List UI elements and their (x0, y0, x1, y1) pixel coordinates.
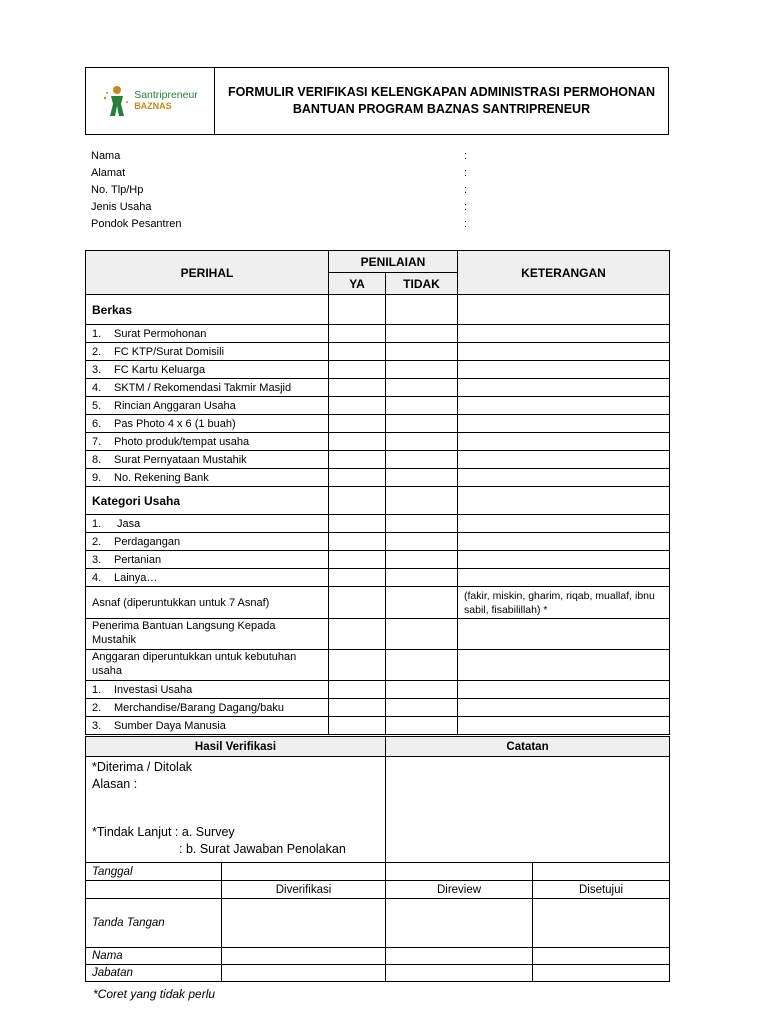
kategori-item (86, 515, 329, 533)
table-row (86, 587, 670, 619)
item-num: 8. (92, 453, 102, 466)
keterangan-cell[interactable] (458, 533, 670, 551)
penilaian-header: PENILAIAN (329, 251, 458, 273)
catatan-header: Catatan (386, 737, 670, 757)
keterangan-header: KETERANGAN (458, 251, 670, 295)
item-num: 1. (92, 327, 102, 340)
nama-label: Nama (86, 948, 222, 965)
item-label: SKTM / Rekomendasi Takmir Masjid (114, 381, 292, 394)
nama-cell[interactable] (533, 948, 670, 965)
ya-cell[interactable] (329, 717, 386, 735)
tidak-cell[interactable] (386, 397, 458, 415)
diverifikasi-label: Diverifikasi (222, 881, 386, 899)
info-label: No. Tlp/Hp (91, 184, 144, 196)
diterima-ditolak: *Diterima / Ditolak (92, 760, 193, 774)
item-num: 2. (92, 345, 102, 358)
jabatan-cell[interactable] (222, 965, 386, 982)
asnaf-note: (fakir, miskin, gharim, riqab, muallaf, ibnu sabil, fisabilillah) * (458, 587, 670, 619)
item-num: 2. (92, 535, 102, 548)
info-row-nama (91, 150, 491, 167)
santri-figure-icon (102, 84, 130, 118)
keterangan-cell[interactable] (458, 397, 670, 415)
item-label: Surat Permohonan (114, 327, 207, 340)
item-label: Sumber Daya Manusia (114, 719, 226, 732)
tidak-cell[interactable] (386, 361, 458, 379)
item-num: 4. (92, 571, 102, 584)
berkas-item (86, 325, 329, 343)
item-num: 3. (92, 363, 102, 376)
table-row (86, 717, 670, 735)
tidak-cell[interactable] (386, 681, 458, 699)
info-colon: : (464, 167, 468, 179)
ya-cell[interactable] (329, 433, 386, 451)
keterangan-cell[interactable] (458, 717, 670, 735)
table-row (86, 619, 670, 650)
ya-cell[interactable] (329, 650, 386, 681)
tindak-lanjut-b: : b. Surat Jawaban Penolakan (179, 842, 346, 856)
keterangan-cell[interactable] (458, 469, 670, 487)
ya-cell[interactable] (329, 379, 386, 397)
info-row-telepon (91, 184, 491, 201)
keterangan-cell[interactable] (458, 619, 670, 650)
berkas-item (86, 433, 329, 451)
nama-cell[interactable] (386, 948, 533, 965)
tidak-cell[interactable] (386, 487, 458, 515)
item-label: FC Kartu Keluarga (114, 363, 206, 376)
tidak-cell[interactable] (386, 619, 458, 650)
ya-cell[interactable] (329, 361, 386, 379)
table-row (86, 397, 670, 415)
catatan-body[interactable] (386, 757, 670, 863)
tidak-cell[interactable] (386, 325, 458, 343)
ya-cell[interactable] (329, 487, 386, 515)
item-num: 9. (92, 471, 102, 484)
form-header (85, 67, 669, 135)
keterangan-cell[interactable] (458, 451, 670, 469)
tanggal-label: Tanggal (86, 863, 222, 881)
form-title (215, 68, 668, 134)
alasan-label: Alasan : (92, 777, 138, 791)
item-label: Pas Photo 4 x 6 (1 buah) (114, 417, 236, 430)
nama-cell[interactable] (222, 948, 386, 965)
signature-cell[interactable] (533, 899, 670, 948)
applicant-info (91, 150, 491, 235)
keterangan-cell[interactable] (458, 361, 670, 379)
tidak-cell[interactable] (386, 515, 458, 533)
table-row (86, 469, 670, 487)
tidak-cell[interactable] (386, 451, 458, 469)
keterangan-cell[interactable] (458, 487, 670, 515)
keterangan-cell[interactable] (458, 650, 670, 681)
table-row (86, 650, 670, 681)
tidak-cell[interactable] (386, 569, 458, 587)
item-label: Investasi Usaha (114, 683, 193, 696)
ya-cell[interactable] (329, 587, 386, 619)
info-row-alamat (91, 167, 491, 184)
title-line-1: FORMULIR VERIFIKASI KELENGKAPAN ADMINISTRASI PERMOHONAN (227, 85, 656, 99)
logo-name: Santripreneur (134, 89, 198, 101)
tidak-cell[interactable] (386, 699, 458, 717)
keterangan-cell[interactable] (458, 343, 670, 361)
keterangan-cell[interactable] (458, 433, 670, 451)
section-berkas: Berkas (86, 295, 329, 325)
direview-label: Direview (386, 881, 533, 899)
ya-cell[interactable] (329, 699, 386, 717)
logo-cell (86, 68, 215, 134)
keterangan-cell[interactable] (458, 551, 670, 569)
tidak-cell[interactable] (386, 415, 458, 433)
table-row (86, 433, 670, 451)
tidak-cell[interactable] (386, 295, 458, 325)
tanggal-cell[interactable] (533, 863, 670, 881)
keterangan-cell[interactable] (458, 569, 670, 587)
item-label: Rincian Anggaran Usaha (114, 399, 236, 412)
ya-cell[interactable] (329, 397, 386, 415)
ya-cell[interactable] (329, 551, 386, 569)
tidak-cell[interactable] (386, 650, 458, 681)
section-kategori-usaha: Kategori Usaha (86, 487, 329, 515)
logo-sub: BAZNAS (134, 101, 172, 111)
table-row (86, 325, 670, 343)
tidak-cell[interactable] (386, 587, 458, 619)
ya-cell[interactable] (329, 619, 386, 650)
table-row (86, 343, 670, 361)
item-label: FC KTP/Surat Domisili (114, 345, 225, 358)
verification-table (85, 736, 670, 982)
keterangan-cell[interactable] (458, 325, 670, 343)
tidak-cell[interactable] (386, 717, 458, 735)
tindak-lanjut: *Tindak Lanjut : a. Survey (92, 825, 235, 839)
info-label: Nama (91, 150, 121, 162)
berkas-item (86, 343, 329, 361)
keterangan-cell[interactable] (458, 681, 670, 699)
ya-header: YA (329, 273, 386, 295)
table-row (86, 379, 670, 397)
blank-cell (86, 881, 222, 899)
table-row (86, 681, 670, 699)
tidak-cell[interactable] (386, 551, 458, 569)
berkas-item (86, 379, 329, 397)
hasil-verifikasi-header: Hasil Verifikasi (86, 737, 386, 757)
jabatan-cell[interactable] (386, 965, 533, 982)
tidak-cell[interactable] (386, 469, 458, 487)
tidak-header: TIDAK (386, 273, 458, 295)
info-row-jenis-usaha (91, 201, 491, 218)
berkas-item (86, 361, 329, 379)
table-row (86, 415, 670, 433)
keterangan-cell[interactable] (458, 379, 670, 397)
anggaran-item (86, 681, 329, 699)
item-num: 7. (92, 435, 102, 448)
tidak-cell[interactable] (386, 433, 458, 451)
item-label: Merchandise/Barang Dagang/baku (114, 701, 285, 714)
ya-cell[interactable] (329, 415, 386, 433)
item-label: Perdagangan (114, 535, 181, 548)
footnote: *Coret yang tidak perlu (93, 987, 216, 1001)
info-label: Pondok Pesantren (91, 218, 182, 230)
berkas-item (86, 451, 329, 469)
item-num: 4. (92, 381, 102, 394)
info-colon: : (464, 184, 468, 196)
asnaf-label: Asnaf (diperuntukkan untuk 7 Asnaf) (86, 587, 329, 619)
table-row (86, 361, 670, 379)
disetujui-label: Disetujui (533, 881, 670, 899)
anggaran-label: Anggaran diperuntukkan untuk kebutuhan usaha (86, 650, 329, 681)
tanggal-cell[interactable] (386, 863, 533, 881)
signature-cell[interactable] (222, 899, 386, 948)
info-colon: : (464, 150, 468, 162)
ya-cell[interactable] (329, 533, 386, 551)
checklist-table (85, 250, 670, 735)
penerima-label: Penerima Bantuan Langsung Kepada Mustahik (86, 619, 329, 650)
ya-cell[interactable] (329, 569, 386, 587)
item-num: 3. (92, 719, 102, 732)
table-row (86, 699, 670, 717)
info-colon: : (464, 218, 468, 230)
ya-cell[interactable] (329, 469, 386, 487)
keterangan-cell[interactable] (458, 295, 670, 325)
ya-cell[interactable] (329, 325, 386, 343)
berkas-item (86, 469, 329, 487)
item-label: Pertanian (114, 553, 162, 566)
info-label: Alamat (91, 167, 126, 179)
keterangan-cell[interactable] (458, 515, 670, 533)
hasil-verifikasi-body[interactable] (86, 757, 386, 863)
item-num: 5. (92, 399, 102, 412)
kategori-item (86, 569, 329, 587)
tanda-tangan-label: Tanda Tangan (86, 899, 222, 948)
item-num: 1. (92, 683, 102, 696)
signature-cell[interactable] (386, 899, 533, 948)
item-num: 3. (92, 553, 102, 566)
info-colon: : (464, 201, 468, 213)
ya-cell[interactable] (329, 343, 386, 361)
perihal-header: PERIHAL (86, 251, 329, 295)
keterangan-cell[interactable] (458, 415, 670, 433)
santripreneur-logo (102, 84, 198, 118)
kategori-item (86, 551, 329, 569)
item-label: Photo produk/tempat usaha (114, 435, 250, 448)
table-row (86, 533, 670, 551)
anggaran-item (86, 699, 329, 717)
ya-cell[interactable] (329, 295, 386, 325)
info-row-pondok (91, 218, 491, 235)
item-label: Lainya… (114, 571, 158, 584)
jabatan-label: Jabatan (86, 965, 222, 982)
table-row (86, 515, 670, 533)
ya-cell[interactable] (329, 515, 386, 533)
berkas-item (86, 397, 329, 415)
tidak-cell[interactable] (386, 379, 458, 397)
berkas-item (86, 415, 329, 433)
table-row (86, 569, 670, 587)
table-row (86, 451, 670, 469)
item-num: 1. (92, 517, 102, 530)
keterangan-cell[interactable] (458, 699, 670, 717)
ya-cell[interactable] (329, 681, 386, 699)
item-label: Jasa (114, 517, 141, 530)
ya-cell[interactable] (329, 451, 386, 469)
info-label: Jenis Usaha (91, 201, 152, 213)
item-num: 2. (92, 701, 102, 714)
kategori-item (86, 533, 329, 551)
tidak-cell[interactable] (386, 533, 458, 551)
item-label: Surat Pernyataan Mustahik (114, 453, 247, 466)
tanggal-cell[interactable] (222, 863, 386, 881)
anggaran-item (86, 717, 329, 735)
jabatan-cell[interactable] (533, 965, 670, 982)
item-num: 6. (92, 417, 102, 430)
tidak-cell[interactable] (386, 343, 458, 361)
item-label: No. Rekening Bank (114, 471, 209, 484)
table-row (86, 551, 670, 569)
title-line-2: BANTUAN PROGRAM BAZNAS SANTRIPRENEUR (292, 102, 591, 116)
